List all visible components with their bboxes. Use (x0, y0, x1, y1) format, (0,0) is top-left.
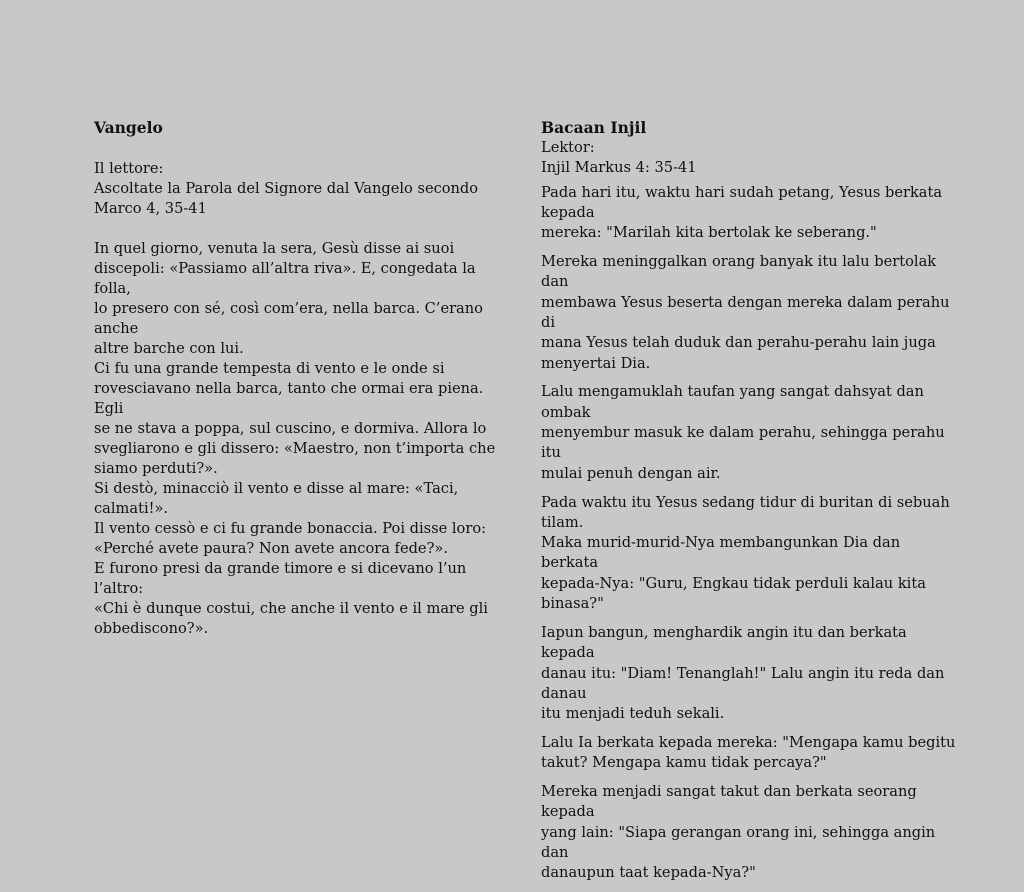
indonesian-paragraph (541, 382, 961, 483)
paragraph-line: Pada hari itu, waktu hari sudah petang, Yesus berkata kepada (541, 183, 947, 221)
intro-line: Il lettore: (94, 160, 164, 177)
indonesian-meta (541, 138, 961, 179)
body-line: lo presero con sé, così com’era, nella barca. C’erano anche (94, 300, 488, 337)
italian-intro (94, 159, 504, 219)
body-line: discepoli: «Passiamo all’altra riva». E, congedata la folla, (94, 260, 481, 297)
indonesian-paragraph (541, 183, 961, 244)
paragraph-line: danaupun taat kepada-Nya?" (541, 864, 756, 882)
paragraph-line: Mereka menjadi sangat takut dan berkata seorang kepada (541, 783, 922, 821)
paragraph-line: Mereka meninggalkan orang banyak itu lalu bertolak dan (541, 253, 941, 291)
paragraph-line: danau itu: "Diam! Tenanglah!" Lalu angin itu reda dan danau (541, 664, 950, 702)
intro-line: Marco 4, 35-41 (94, 200, 207, 217)
italian-column (94, 117, 504, 639)
body-line: calmati!». (94, 500, 169, 517)
paragraph-line: Lalu mengamuklah taufan yang sangat dahsyat dan ombak (541, 383, 929, 421)
paragraph-line: mereka: "Marilah kita bertolak ke seberang." (541, 224, 877, 242)
indonesian-column (541, 117, 961, 892)
body-line: E furono presi da grande timore e si dicevano l’un l’altro: (94, 560, 471, 597)
paragraph-line: mana Yesus telah duduk dan perahu-perahu lain juga (541, 334, 936, 352)
intro-line: Ascoltate la Parola del Signore dal Vangelo secondo (94, 180, 479, 197)
body-line: rovesciavano nella barca, tanto che ormai era piena. Egli (94, 380, 489, 417)
body-line: Si destò, minacciò il vento e disse al mare: «Taci, (94, 480, 459, 497)
body-line: Il vento cessò e ci fu grande bonaccia. Poi disse loro: (94, 520, 487, 537)
paragraph-line: menyembur masuk ke dalam perahu, sehingga perahu itu (541, 424, 950, 462)
paragraph-line: itu menjadi teduh sekali. (541, 705, 725, 723)
paragraph-line: menyertai Dia. (541, 354, 651, 372)
italian-body (94, 239, 504, 639)
body-line: altre barche con lui. (94, 340, 244, 357)
paragraph-line: kepada-Nya: "Guru, Engkau tidak perduli kalau kita binasa?" (541, 574, 931, 613)
meta-line: Lektor: (541, 139, 595, 156)
indonesian-paragraph (541, 782, 961, 883)
body-line: siamo perduti?». (94, 460, 218, 477)
indonesian-paragraph (541, 252, 961, 374)
paragraph-line: takut? Mengapa kamu tidak percaya?" (541, 754, 827, 772)
paragraph-line: Lalu Ia berkata kepada mereka: "Mengapa kamu begitu (541, 733, 956, 751)
body-line: se ne stava a poppa, sul cuscino, e dormiva. Allora lo (94, 420, 487, 437)
body-line: «Perché avete paura? Non avete ancora fede?». (94, 540, 448, 557)
paragraph-line: Maka murid-murid-Nya membangunkan Dia dan berkata (541, 534, 905, 572)
indonesian-paragraph (541, 733, 961, 774)
italian-heading: Vangelo (94, 118, 163, 137)
body-line: Ci fu una grande tempesta di vento e le onde si (94, 360, 445, 377)
paragraph-line: Pada waktu itu Yesus sedang tidur di buritan di sebuah tilam. (541, 493, 955, 531)
body-line: In quel giorno, venuta la sera, Gesù disse ai suoi (94, 240, 455, 257)
body-line: obbediscono?». (94, 620, 209, 637)
paragraph-line: Iapun bangun, menghardik angin itu dan berkata kepada (541, 623, 912, 662)
indonesian-paragraph (541, 623, 961, 724)
paragraph-line: yang lain: "Siapa gerangan orang ini, sehingga angin dan (541, 823, 940, 862)
indonesian-paragraph (541, 493, 961, 615)
body-line: svegliarono e gli dissero: «Maestro, non t’importa che (94, 440, 496, 457)
paragraph-line: mulai penuh dengan air. (541, 464, 721, 482)
body-line: «Chi è dunque costui, che anche il vento e il mare gli (94, 600, 488, 617)
indonesian-heading: Bacaan Injil (541, 118, 647, 137)
paragraph-line: membawa Yesus beserta dengan mereka dalam perahu di (541, 293, 955, 331)
meta-line: Injil Markus 4: 35-41 (541, 159, 697, 177)
